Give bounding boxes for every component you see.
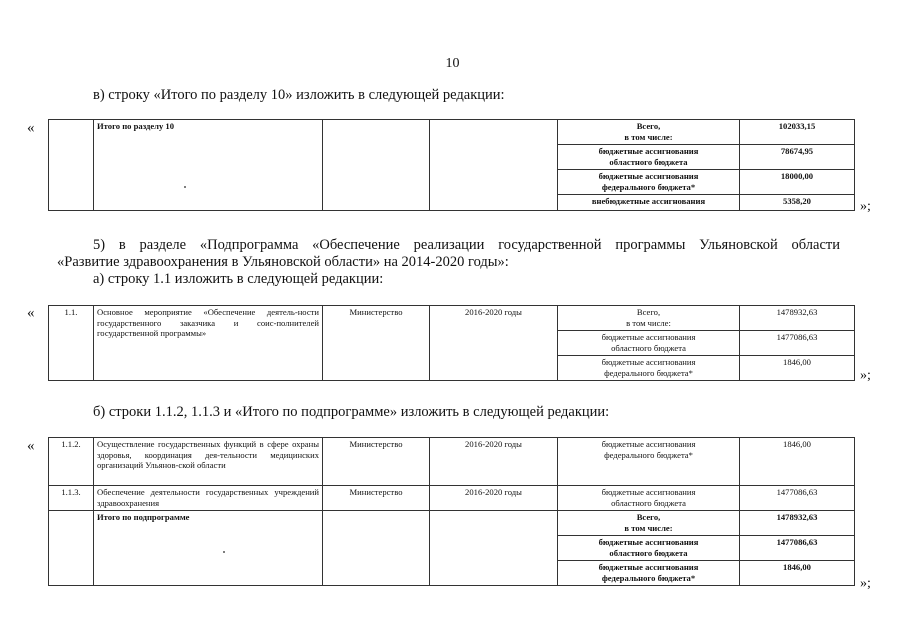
row-period: 2016-2020 годы <box>430 306 558 381</box>
cell-period <box>430 511 558 586</box>
funding-label: бюджетные ассигнования федерального бюджета* <box>558 561 740 586</box>
row-num: 1.1.2. <box>49 438 94 486</box>
cell-num <box>49 511 94 586</box>
row-executor: Министерство <box>323 438 430 486</box>
cell-num <box>49 120 94 211</box>
page-number: 10 <box>445 56 460 71</box>
funding-label: бюджетные ассигнования областного бюджета <box>558 536 740 561</box>
total-label: Итого по подпрограмме <box>94 511 323 586</box>
speck <box>223 551 225 553</box>
open-quote: « <box>27 438 35 454</box>
table-section-v <box>48 119 855 211</box>
funding-label: бюджетные ассигнования федерального бюджета* <box>558 356 740 381</box>
close-quote: »; <box>860 368 871 383</box>
funding-value: 1477086,63 <box>740 536 855 561</box>
section-5-line1: 5) в разделе «Подпрограмма «Обеспечение реализации государственной программы Ульяновской области <box>93 237 840 253</box>
total-label: Итого по разделу 10 <box>94 120 323 211</box>
row-num: 1.1. <box>49 306 94 381</box>
funding-value: 1846,00 <box>740 438 855 486</box>
open-quote: « <box>27 120 35 136</box>
row-executor: Министерство <box>323 486 430 511</box>
funding-label: бюджетные ассигнования областного бюджета <box>558 331 740 356</box>
funding-value: 1477086,63 <box>740 331 855 356</box>
section-v-intro: в) строку «Итого по разделу 10» изложить в следующей редакции: <box>93 87 505 103</box>
cell-executor <box>323 120 430 211</box>
funding-label: внебюджетные ассигнования <box>558 195 740 211</box>
funding-label: Всего, в том числе: <box>558 306 740 331</box>
funding-label: бюджетные ассигнования областного бюджета <box>558 145 740 170</box>
row-period: 2016-2020 годы <box>430 438 558 486</box>
funding-value: 78674,95 <box>740 145 855 170</box>
funding-label: Всего, в том числе: <box>558 511 740 536</box>
speck <box>184 186 186 188</box>
row-executor: Министерство <box>323 306 430 381</box>
row-period: 2016-2020 годы <box>430 486 558 511</box>
cell-period <box>430 120 558 211</box>
row-name: Осуществление государственных функций в сфере охраны здоровья, координация дея-тельности медицинских организаций Ульянов-ской области <box>94 438 323 486</box>
section-b-intro: б) строки 1.1.2, 1.1.3 и «Итого по подпрограмме» изложить в следующей редакции: <box>93 404 610 420</box>
open-quote: « <box>27 305 35 321</box>
funding-label: бюджетные ассигнования федерального бюджета* <box>558 438 740 486</box>
row-num: 1.1.3. <box>49 486 94 511</box>
funding-label: Всего, в том числе: <box>558 120 740 145</box>
table-section-b <box>48 437 855 586</box>
funding-value: 1478932,63 <box>740 306 855 331</box>
funding-value: 1478932,63 <box>740 511 855 536</box>
close-quote: »; <box>860 576 871 591</box>
cell-executor <box>323 511 430 586</box>
table-row-1-1 <box>48 305 855 381</box>
row-name: Обеспечение деятельности государственных учреждений здравоохранения <box>94 486 323 511</box>
funding-value: 5358,20 <box>740 195 855 211</box>
funding-value: 1846,00 <box>740 356 855 381</box>
section-5-sub-a: а) строку 1.1 изложить в следующей редакции: <box>93 271 384 287</box>
funding-label: бюджетные ассигнования федерального бюджета* <box>558 170 740 195</box>
section-5-line2: «Развитие здравоохранения в Ульяновской области» на 2014-2020 годы»: <box>57 254 509 270</box>
funding-value: 18000,00 <box>740 170 855 195</box>
close-quote: »; <box>860 199 871 214</box>
funding-value: 1846,00 <box>740 561 855 586</box>
funding-value: 1477086,63 <box>740 486 855 511</box>
funding-label: бюджетные ассигнования областного бюджета <box>558 486 740 511</box>
row-name: Основное мероприятие «Обеспечение деятель-ности государственного заказчика и соис-полнителей государственной программы» <box>94 306 323 381</box>
funding-value: 102033,15 <box>740 120 855 145</box>
